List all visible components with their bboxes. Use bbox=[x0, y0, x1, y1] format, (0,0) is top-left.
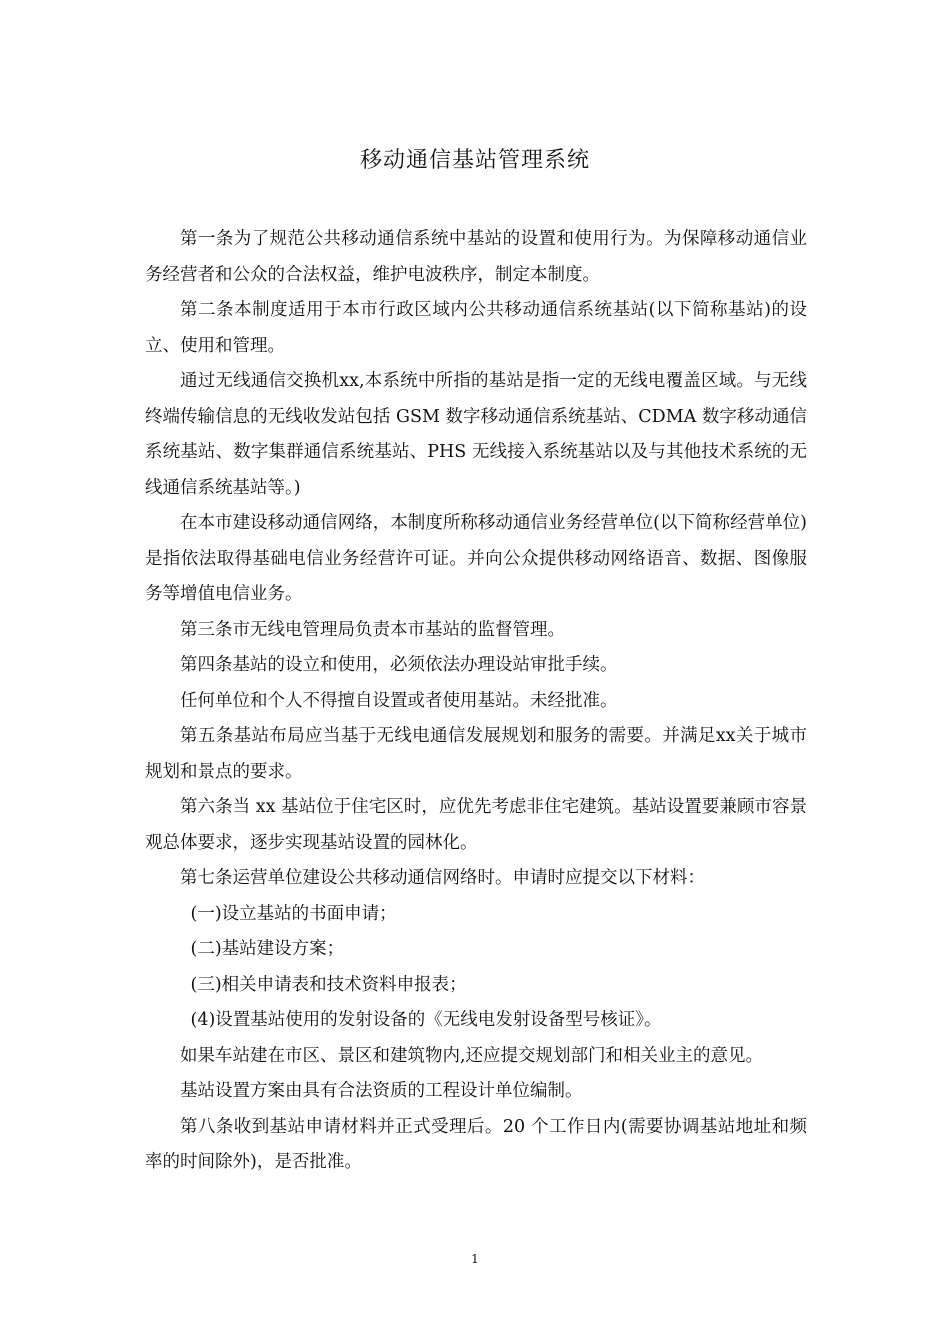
paragraph-article-4: 第四条基站的设立和使用，必须依法办理设站审批手续。 bbox=[180, 655, 618, 675]
paragraph-base-station-definition: 通过无线通信交换机xx,本系统中所指的基站是指一定的无线电覆盖区域。与无线终端传输信息的无线收发站包括 GSM 数字移动通信系统基站、CDMA 数字移动通信系统基站、数字集群通信系统基站、PHS 无线接入系统基站以及与其他技术系统的无线通信系统基站等。) bbox=[145, 371, 807, 498]
paragraph-article-5: 第五条基站布局应当基于无线电通信发展规划和服务的需要。并满足xx关于城市规划和景点的要求。 bbox=[145, 726, 807, 782]
document-body bbox=[145, 222, 807, 1181]
paragraph-article-1: 第一条为了规范公共移动通信系统中基站的设置和使用行为。为保障移动通信业务经营者和公众的合法权益，维护电波秩序，制定本制度。 bbox=[145, 229, 807, 285]
document-title: 移动通信基站管理系统 bbox=[359, 148, 590, 173]
list-item-1: (一)设立基站的书面申请； bbox=[190, 903, 397, 924]
page-number: 1 bbox=[471, 1252, 479, 1266]
list-item-2: (二)基站建设方案； bbox=[190, 939, 345, 959]
paragraph-article-8: 第八条收到基站申请材料并正式受理后。20 个工作日内(需要协调基站地址和频率的时间除外)，是否批准。 bbox=[145, 1116, 807, 1172]
paragraph-article-7: 第七条运营单位建设公共移动通信网络时。申请时应提交以下材料： bbox=[180, 868, 705, 888]
paragraph-operator-definition: 在本市建设移动通信网络，本制度所称移动通信业务经营单位(以下简称经营单位)是指依法取得基础电信业务经营许可证。并向公众提供移动网络语音、数据、图像服务等增值电信业务。 bbox=[145, 513, 807, 604]
paragraph-design-unit: 基站设置方案由具有合法资质的工程设计单位编制。 bbox=[180, 1081, 583, 1101]
paragraph-article-3: 第三条市无线电管理局负责本市基站的监督管理。 bbox=[180, 619, 565, 640]
list-item-4: (4)设置基站使用的发射设备的《无线电发射设备型号核证》。 bbox=[190, 1010, 662, 1030]
paragraph-article-6: 第六条当 xx 基站位于住宅区时，应优先考虑非住宅建筑。基站设置要兼顾市容景观总体要求，逐步实现基站设置的园林化。 bbox=[145, 797, 807, 853]
paragraph-article-2: 第二条本制度适用于本市行政区域内公共移动通信系统基站(以下简称基站)的设立、使用和管理。 bbox=[145, 300, 807, 356]
paragraph-planning-opinion: 如果车站建在市区、景区和建筑物内,还应提交规划部门和相关业主的意见。 bbox=[180, 1045, 764, 1066]
list-item-3: (三)相关申请表和技术资料申报表； bbox=[190, 974, 467, 995]
paragraph-prohibition: 任何单位和个人不得擅自设置或者使用基站。未经批准。 bbox=[180, 690, 618, 711]
